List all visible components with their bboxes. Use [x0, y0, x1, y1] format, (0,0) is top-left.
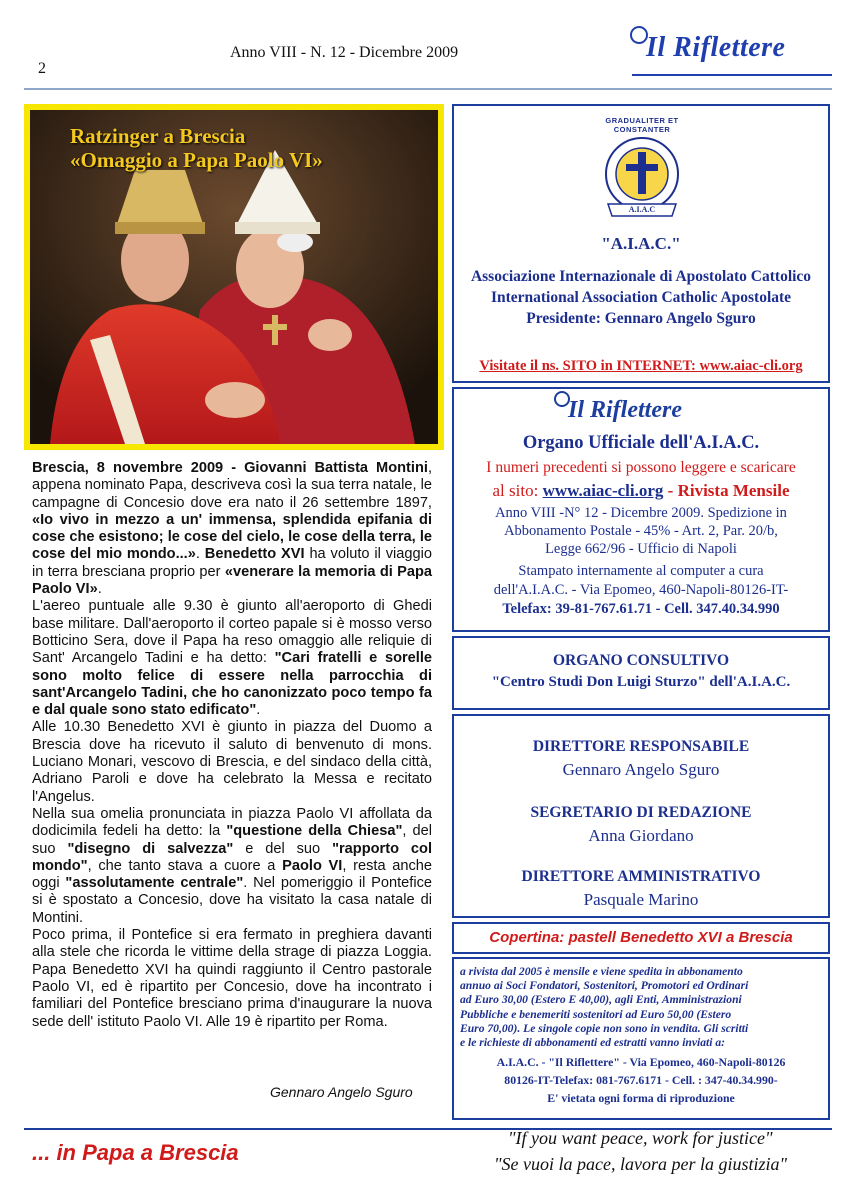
notice-line: a rivista dal 2005 è mensile e viene spedita in abbonamento — [460, 965, 743, 978]
article-emphasis: Paolo VI — [282, 857, 343, 874]
aiac-seal — [594, 116, 690, 224]
aiac-president: Presidente: Gennaro Angelo Sguro — [526, 310, 756, 327]
article-emphasis: Benedetto XVI — [204, 546, 305, 563]
footer-title: ... in Papa a Brescia — [32, 1140, 239, 1165]
organo-title: Organo Ufficiale dell'A.I.A.C. — [522, 433, 760, 453]
staff-role-3: DIRETTORE AMMINISTRATIVO — [521, 868, 761, 885]
aiac-english-name: International Association Catholic Apostolate — [490, 289, 792, 306]
organo-line7: dell'A.I.A.C. - Via Epomeo, 460-Napoli-80126-IT- — [493, 582, 789, 598]
article-paragraph — [32, 460, 432, 598]
loop-icon — [630, 26, 648, 44]
article-signature: Gennaro Angelo Sguro — [270, 1084, 413, 1100]
article-text: Alle 10.30 Benedetto XVI è giunto in piazza del Duomo a Brescia dove ha ricevuto il saluto di benvenuto di mons. Luciano Monari, vescovo di Brescia, e del sindaco della città, Adriano Paroli e dove ha celebrato la Messa e recitato l'Angelus. — [32, 719, 432, 805]
organo-line6: Stampato internamente al computer a cura — [518, 563, 764, 579]
article-text: ha voluto il viaggio in terra bresciana proprio per — [32, 546, 432, 580]
article-emphasis: "questione della Chiesa" — [226, 823, 403, 840]
cover-photo-frame — [24, 104, 444, 450]
brand-underline — [632, 74, 832, 76]
brand-logo — [630, 32, 785, 64]
footer-quote-en: "If you want peace, work for justice" — [508, 1128, 773, 1148]
issue-info: Anno VIII - N. 12 - Dicembre 2009 — [230, 44, 459, 61]
staff-role-1: DIRETTORE RESPONSABILE — [532, 738, 750, 755]
cover-title-line1: Ratzinger a Brescia — [70, 124, 246, 148]
notice-address-1: A.I.A.C. - "Il Riflettere" - Via Epomeo, 460-Napoli-80126 — [496, 1055, 786, 1069]
article-text: Nella sua omelia pronunciata in piazza Paolo VI affollata da dodicimila fedeli ha detto: la — [32, 805, 432, 840]
notice-line: Euro 70,00). Le singole copie non sono in vendita. Gli scritti — [460, 1021, 749, 1035]
aiac-italian-name: Associazione Internazionale di Apostolato Cattolico — [470, 268, 812, 285]
article-emphasis: "assolutamente centrale" — [65, 875, 244, 892]
staff-name-3: Pasquale Marino — [583, 890, 699, 909]
article-text: , che tanto stava a cuore a — [87, 857, 283, 874]
staff-panel — [452, 714, 830, 918]
footer-quote-it: "Se vuoi la pace, lavora per la giustizia" — [494, 1154, 788, 1174]
article-paragraph — [32, 719, 432, 805]
organo-line2 — [454, 481, 828, 501]
aiac-site-link[interactable]: Visitate il ns. SITO in INTERNET: www.aiac-cli.org — [479, 358, 803, 374]
staff-role-2: SEGRETARIO DI REDAZIONE — [530, 804, 752, 821]
staff-name-1: Gennaro Angelo Sguro — [562, 760, 720, 779]
article-text: , resta anche oggi — [32, 857, 433, 892]
organo-site-link[interactable]: www.aiac-cli.org — [542, 481, 664, 500]
organo-site-prefix: al sito: — [492, 481, 543, 500]
article-text: . — [195, 546, 205, 563]
header-divider — [24, 88, 832, 90]
organo-line4: Abbonamento Postale - 45% - Art. 2, Par. 20/b, — [504, 523, 778, 539]
seal-motto: GRADUALITER ET CONSTANTER — [605, 116, 679, 134]
article-text: . — [256, 702, 261, 719]
article-paragraph — [32, 927, 432, 1031]
organo-line5: Legge 662/96 - Ufficio di Napoli — [545, 541, 737, 557]
consultivo-sub — [454, 674, 828, 691]
brand-name: Il Riflettere — [646, 32, 786, 63]
article-emphasis: «Io vivo in mezzo a un' immensa, splendida epifania di cose che esistono; le cose del cielo, le cose della terra, le cose del mio mondo...» — [32, 511, 432, 563]
notice-line: e le richieste di abbonamenti ed estratti vanno inviati a: — [460, 1036, 726, 1050]
article-text: . Nel pomeriggio il Pontefice si è spostato a Concesio, dove ha visitato la casa natale di Montini. — [32, 875, 433, 926]
staff-name-2: Anna Giordano — [588, 826, 694, 845]
article-paragraph — [32, 598, 432, 719]
cover-photo — [30, 110, 438, 444]
loop-icon — [554, 391, 570, 407]
seal-banner: A.I.A.C — [628, 205, 656, 214]
organo-brand — [554, 397, 682, 424]
notice-line: ad Euro 30,00 (Estero E 40,00), agli Enti, Amministrazioni — [460, 993, 742, 1007]
article-text: e del suo — [233, 840, 333, 857]
consultivo-title: ORGANO CONSULTIVO — [552, 652, 730, 669]
article-paragraph — [32, 806, 432, 927]
article-text: , del suo — [32, 823, 433, 857]
notice-address-3: E' vietata ogni forma di riproduzione — [547, 1091, 735, 1105]
article-emphasis: "Cari fratelli e sorelle sono molto felice di essere nella parrocchia di sant'Arcangelo Tadini, che ho canonizzato poco tempo fa e dal quale sono stato edificato" — [32, 650, 433, 719]
organo-line8: Telefax: 39-81-767.61.71 - Cell. 347.40.34.990 — [502, 601, 780, 617]
notice-text — [460, 965, 822, 1050]
article-emphasis: Brescia, 8 novembre 2009 - Giovanni Battista Montini — [32, 460, 428, 476]
notice-line: annuo ai Soci Fondatori, Sostenitori, Promotori ed Ordinari — [460, 979, 749, 993]
copertina-panel — [452, 922, 830, 954]
organo-line3: Anno VIII -N° 12 - Dicembre 2009. Spedizione in — [495, 505, 787, 521]
notice-line: Pubbliche e benemeriti sostenitori ad Euro 50,00 (Estero — [460, 1007, 732, 1021]
article-text: Poco prima, il Pontefice si era fermato in preghiera davanti alla stele che ricorda le vittime della strage di piazza Loggia. Papa Benedetto XVI ha quindi raggiunto il Centro pastorale Paolo VI, ed è ripartito per Concesio, dove ha incontrato i familiari del Pontefice bresciano prima d'inaugurare la nuova sede dell' istituto Paolo VI. Alle 19 è ripartito per Roma. — [32, 927, 432, 1030]
organo-site-suffix: - Rivista Mensile — [663, 481, 790, 500]
aiac-panel — [452, 104, 830, 383]
aiac-name: "A.I.A.C." — [601, 234, 681, 253]
page-number: 2 — [38, 60, 46, 77]
cover-title — [70, 124, 323, 172]
consultivo-sub-suffix: dell'A.I.A.C. — [705, 674, 791, 690]
article-text: . — [97, 581, 102, 598]
article-emphasis: "disegno di salvezza" — [67, 840, 234, 857]
article-text: L'aereo puntuale alle 9.30 è giunto all'aeroporto di Ghedi base militare. Dall'aeroporto il corteo papale si è mosso verso Botticino Sera, dove il Papa ha reso omaggio alle reliquie di Sant' Arcangelo Tadini e ha detto: — [32, 598, 432, 667]
organo-brand-name: Il Riflettere — [568, 397, 682, 423]
consultivo-panel — [452, 636, 830, 710]
article-body — [32, 460, 432, 1031]
organo-line1: I numeri precedenti si possono leggere e scaricare — [486, 459, 796, 476]
copertina-caption: Copertina: pastell Benedetto XVI a Brescia — [489, 929, 793, 946]
article-emphasis: «venerare la memoria di Papa Paolo VI» — [32, 563, 433, 598]
notice-address-2: 80126-IT-Telefax: 081-767.6171 - Cell. : 347-40.34.990- — [504, 1073, 778, 1087]
article-text: , appena nominato Papa, descriveva così la sua terra natale, le campagne di Concesio dove era nato il 26 settembre 1897, — [32, 460, 432, 511]
cover-title-line2: «Omaggio a Papa Paolo VI» — [70, 148, 323, 172]
consultivo-sub-quote: "Centro Studi Don Luigi Sturzo" — [491, 674, 706, 690]
article-emphasis: "rapporto col mondo" — [32, 840, 432, 874]
notice-panel — [452, 957, 830, 1120]
organo-panel — [452, 387, 830, 632]
